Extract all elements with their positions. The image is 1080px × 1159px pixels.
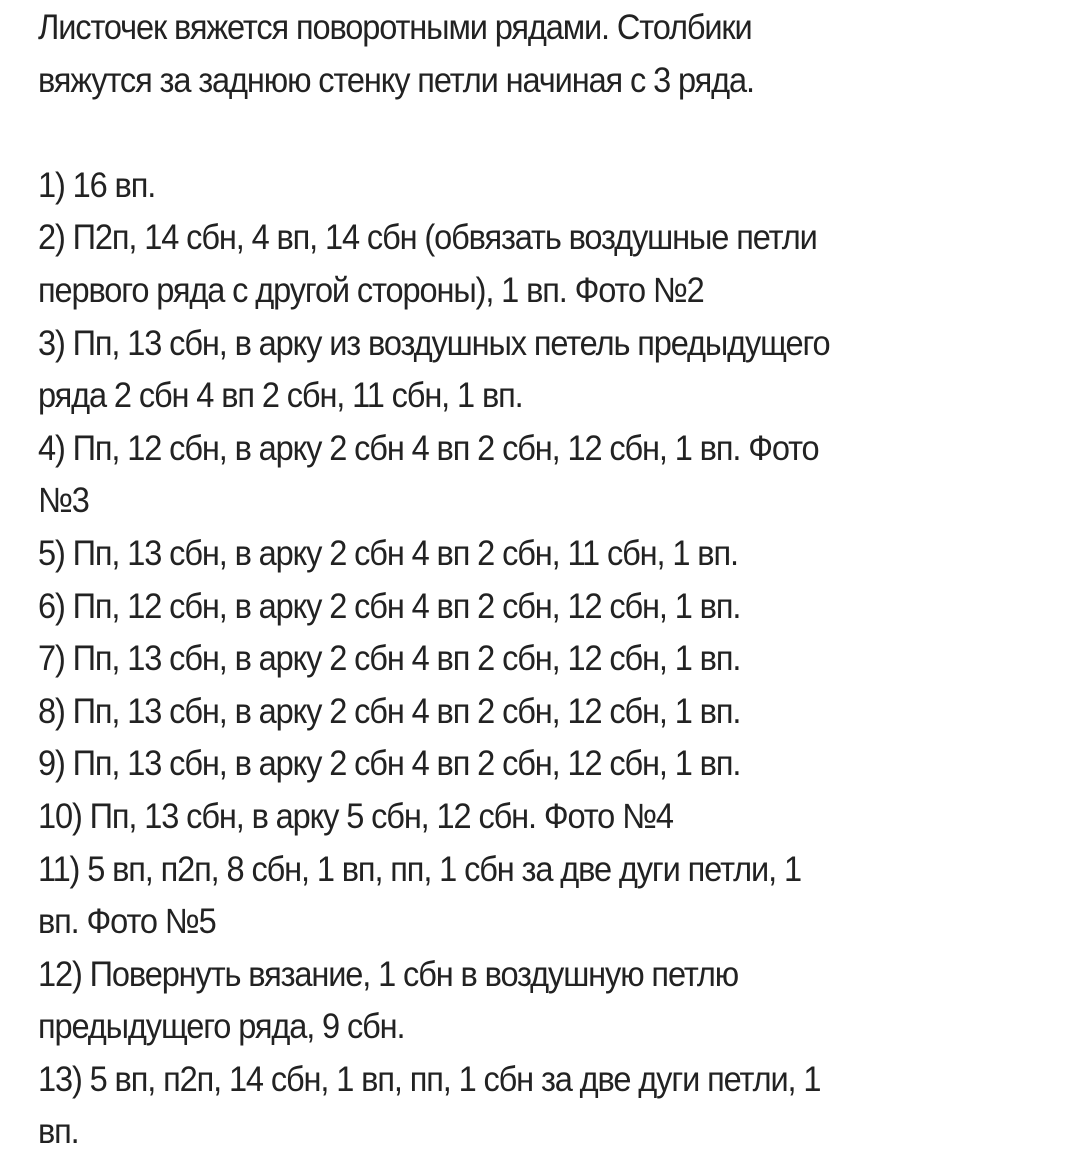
row-line-13-cont: вп. [38, 1112, 79, 1152]
row-line-9: 9) Пп, 13 сбн, в арку 2 сбн 4 вп 2 сбн, 12 сбн, 1 вп. [38, 744, 741, 784]
row-line-4: 4) Пп, 12 сбн, в арку 2 сбн 4 вп 2 сбн, 12 сбн, 1 вп. Фото [38, 428, 819, 468]
row-line-2: 2) П2п, 14 сбн, 4 вп, 14 сбн (обвязать воздушные петли [38, 218, 817, 258]
row-line-2-cont: первого ряда с другой стороны), 1 вп. Фото №2 [38, 270, 704, 310]
intro-paragraph [38, 2, 1070, 107]
intro-line: Листочек вяжется поворотными рядами. Столбики [38, 8, 752, 47]
row-line-7: 7) Пп, 13 сбн, в арку 2 сбн 4 вп 2 сбн, 12 сбн, 1 вп. [38, 639, 741, 679]
row-line-11-cont: вп. Фото №5 [38, 902, 216, 942]
row-line-8: 8) Пп, 13 сбн, в арку 2 сбн 4 вп 2 сбн, 12 сбн, 1 вп. [38, 691, 741, 731]
row-line-11: 11) 5 вп, п2п, 8 сбн, 1 вп, пп, 1 сбн за две дуги петли, 1 [38, 849, 801, 889]
rows-list [38, 160, 1070, 1159]
intro-line: вяжутся за заднюю стенку петли начиная с 3 ряда. [38, 60, 754, 100]
crochet-pattern-document [38, 2, 1070, 1159]
row-line-4-cont: №3 [38, 481, 89, 521]
row-line-5: 5) Пп, 13 сбн, в арку 2 сбн 4 вп 2 сбн, 11 сбн, 1 вп. [38, 533, 738, 573]
row-line-3-cont: ряда 2 сбн 4 вп 2 сбн, 11 сбн, 1 вп. [38, 376, 523, 416]
row-line-6: 6) Пп, 12 сбн, в арку 2 сбн 4 вп 2 сбн, 12 сбн, 1 вп. [38, 586, 741, 626]
paragraph-spacer [38, 107, 1070, 160]
row-line-13: 13) 5 вп, п2п, 14 сбн, 1 вп, пп, 1 сбн за две дуги петли, 1 [38, 1059, 821, 1099]
row-line-3: 3) Пп, 13 сбн, в арку из воздушных петель предыдущего [38, 323, 830, 363]
row-line-12-cont: предыдущего ряда, 9 сбн. [38, 1007, 405, 1047]
row-line-10: 10) Пп, 13 сбн, в арку 5 сбн, 12 сбн. Фото №4 [38, 796, 673, 836]
row-line-12: 12) Повернуть вязание, 1 сбн в воздушную петлю [38, 954, 739, 994]
row-line-1: 1) 16 вп. [38, 165, 156, 205]
